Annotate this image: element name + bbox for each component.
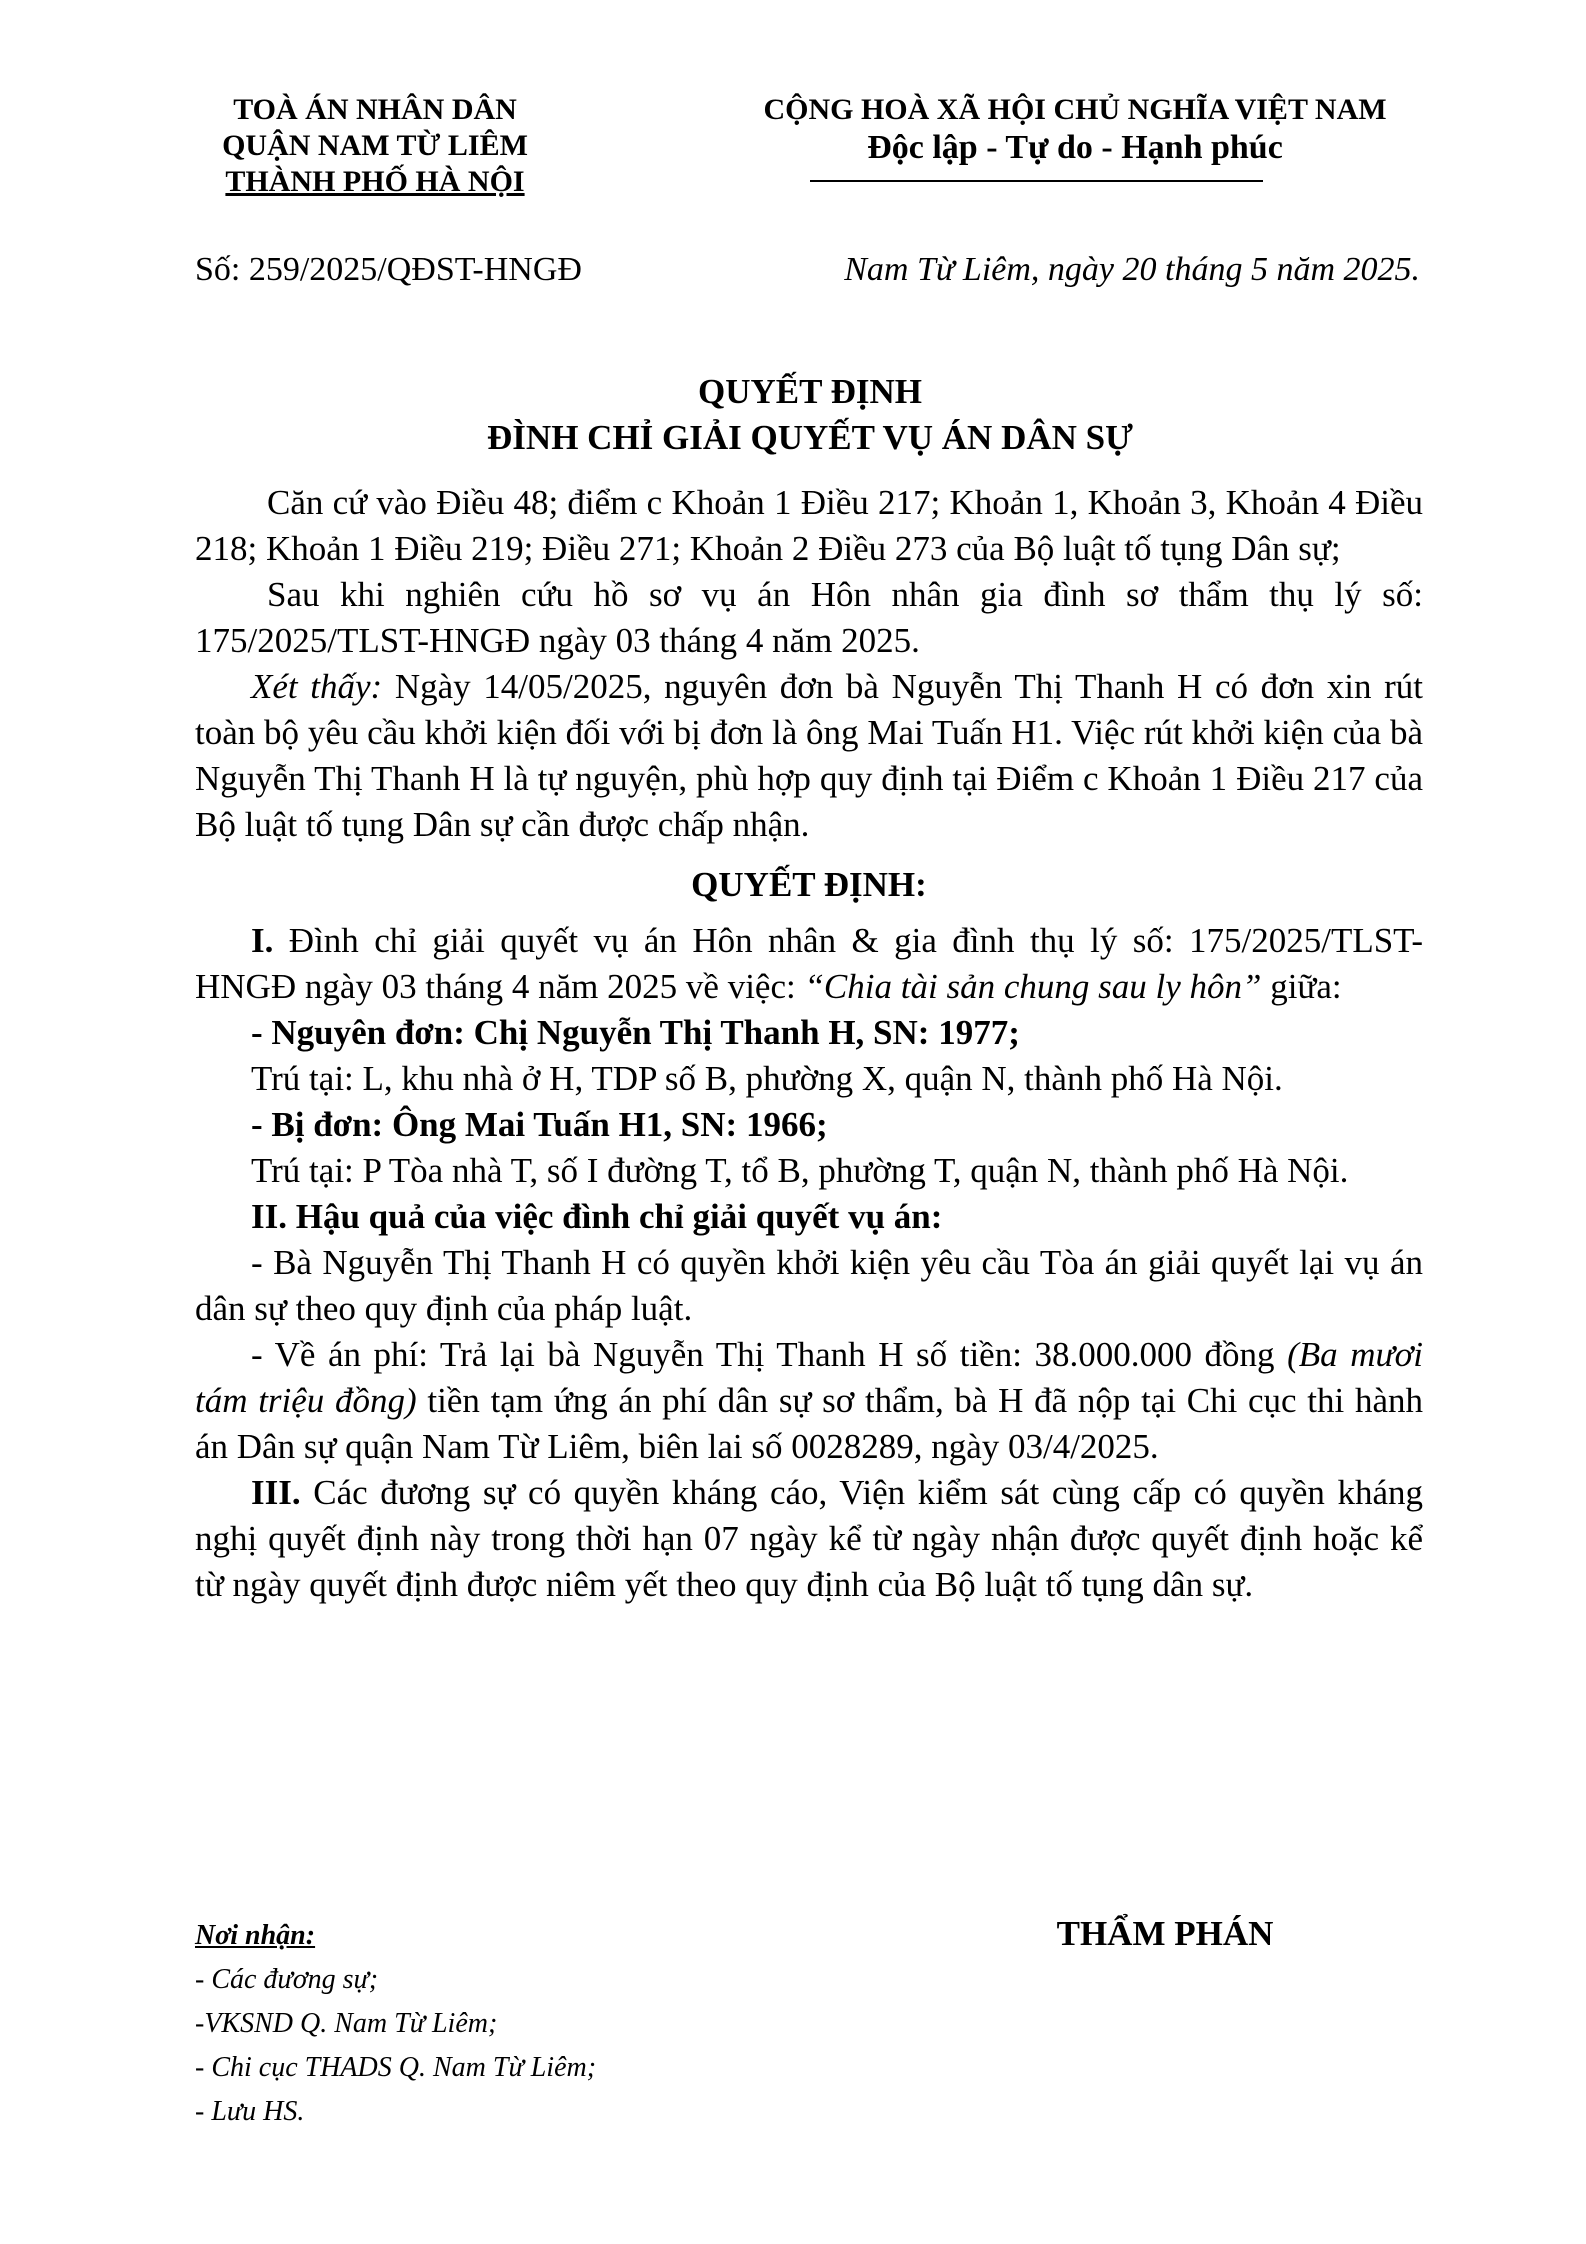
case-subject: “Chia tài sản chung sau ly hôn”	[804, 967, 1262, 1006]
document-body	[195, 480, 1423, 1608]
plaintiff-address: Trú tại: L, khu nhà ở H, TDP số B, phường X, quận N, thành phố Hà Nội.	[251, 1059, 1283, 1098]
recipient-item: - Lưu HS.	[195, 2096, 305, 2127]
consider-paragraph	[195, 664, 1423, 848]
title-line1: QUYẾT ĐỊNH	[698, 372, 922, 411]
section1-text: Đình chỉ giải quyết vụ án Hôn nhân & gia đình thụ lý số: 175/2025/TLST-HNGĐ ngày 03 tháng 4 năm 2025 về việc:	[195, 921, 1423, 1006]
consider-label: Xét thấy:	[251, 667, 383, 706]
defendant-address: Trú tại: P Tòa nhà T, số I đường T, tổ B, phường T, quận N, thành phố Hà Nội.	[251, 1151, 1349, 1190]
court-name-line3: THÀNH PHỐ HÀ NỘI	[225, 165, 525, 198]
document-title	[195, 369, 1425, 461]
section1-number: I.	[251, 921, 274, 960]
section2-item2	[195, 1332, 1423, 1470]
section1-paragraph	[195, 918, 1423, 1010]
section3-number: III.	[251, 1473, 301, 1512]
decision-heading: QUYẾT ĐỊNH:	[691, 865, 927, 904]
section3-text: Các đương sự có quyền kháng cáo, Viện kiểm sát cùng cấp có quyền kháng nghị quyết định này trong thời hạn 07 ngày kể từ ngày nhận được quyết định hoặc kể từ ngày quyết định được niêm yết theo quy định của Bộ luật tố tụng dân sự.	[195, 1473, 1423, 1604]
title-line2: ĐÌNH CHỈ GIẢI QUYẾT VỤ ÁN DÂN SỰ	[487, 418, 1133, 457]
nation-motto: Độc lập - Tự do - Hạnh phúc	[867, 129, 1283, 166]
nation-name: CỘNG HOÀ XÃ HỘI CHỦ NGHĨA VIỆT NAM	[763, 93, 1387, 126]
recipients-block	[195, 1914, 895, 2134]
defendant-line: - Bị đơn: Ông Mai Tuấn H1, SN: 1966;	[251, 1105, 828, 1144]
legal-basis-paragraph: Căn cứ vào Điều 48; điểm c Khoản 1 Điều 217; Khoản 1, Khoản 3, Khoản 4 Điều 218; Khoản 1 Điều 219; Điều 271; Khoản 2 Điều 273 của Bộ luật tố tụng Dân sự;	[195, 483, 1423, 568]
study-paragraph: Sau khi nghiên cứu hồ sơ vụ án Hôn nhân gia đình sơ thẩm thụ lý số: 175/2025/TLST-HNGĐ ngày 03 tháng 4 năm 2025.	[195, 575, 1423, 660]
court-fee-text: - Về án phí: Trả lại bà Nguyễn Thị Thanh H số tiền: 38.000.000 đồng	[251, 1335, 1288, 1374]
court-name-line2: QUẬN NAM TỪ LIÊM	[222, 129, 528, 162]
recipient-item: - Các đương sự;	[195, 1964, 379, 1995]
motto-underline	[810, 180, 1263, 182]
court-fee-text-tail: tiền tạm ứng án phí dân sự sơ thẩm, bà H đã nộp tại Chi cục thi hành án Dân sự quận Nam Từ Liêm, biên lai số 0028289, ngày 03/4/2025.	[195, 1381, 1423, 1466]
court-header	[150, 92, 600, 200]
national-header	[720, 92, 1430, 168]
consider-text: Ngày 14/05/2025, nguyên đơn bà Nguyễn Thị Thanh H có đơn xin rút toàn bộ yêu cầu khởi kiện đối với bị đơn là ông Mai Tuấn H1. Việc rút khởi kiện của bà Nguyễn Thị Thanh H là tự nguyện, phù hợp quy định tại Điểm c Khoản 1 Điều 217 của Bộ luật tố tụng Dân sự cần được chấp nhận.	[195, 667, 1423, 844]
court-name-line1: TOÀ ÁN NHÂN DÂN	[233, 93, 517, 126]
signer-title: THẨM PHÁN	[1056, 1914, 1274, 1953]
section2-item1: - Bà Nguyễn Thị Thanh H có quyền khởi kiện yêu cầu Tòa án giải quyết lại vụ án dân sự theo quy định của pháp luật.	[195, 1243, 1423, 1328]
recipient-item: - Chi cục THADS Q. Nam Từ Liêm;	[195, 2052, 597, 2083]
plaintiff-line: - Nguyên đơn: Chị Nguyễn Thị Thanh H, SN: 1977;	[251, 1013, 1020, 1052]
section1-tail: giữa:	[1261, 967, 1342, 1006]
recipients-heading: Nơi nhận:	[195, 1920, 316, 1951]
court-fee-words: (Ba mươi tám triệu đồng)	[195, 1335, 1423, 1420]
section3-paragraph	[195, 1470, 1423, 1608]
recipient-item: -VKSND Q. Nam Từ Liêm;	[195, 2008, 498, 2039]
section2-heading: II. Hậu quả của việc đình chỉ giải quyết vụ án:	[251, 1197, 943, 1236]
document-number: Số: 259/2025/QĐST-HNGĐ	[195, 251, 582, 288]
place-date: Nam Từ Liêm, ngày 20 tháng 5 năm 2025.	[844, 251, 1420, 288]
